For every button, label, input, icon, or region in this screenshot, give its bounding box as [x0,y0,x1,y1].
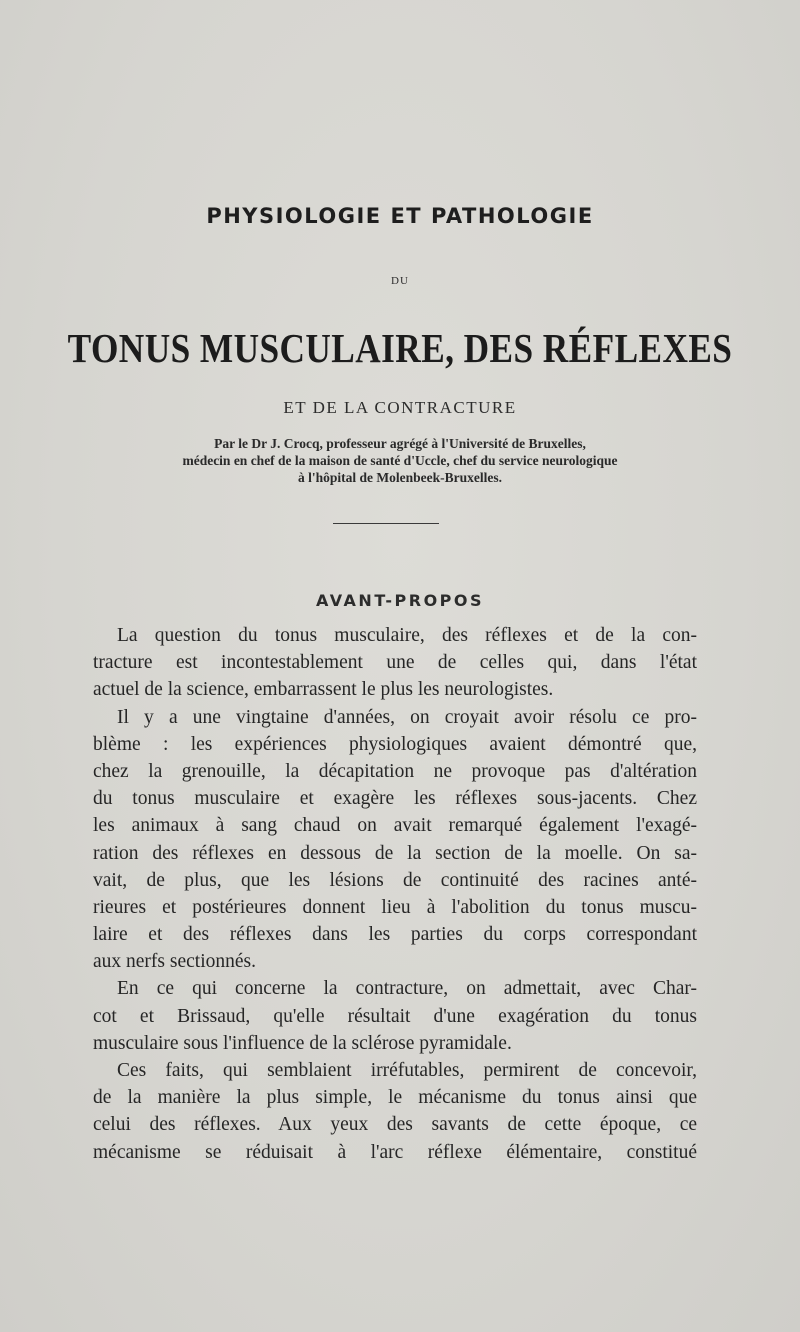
text-line: tracture est incontestablement une de celles qui, dans l'état [93,652,697,674]
text-line: de la manière la plus simple, le mécanisme du tonus ainsi que [93,1087,697,1109]
text-line: aux nerfs sectionnés. [93,951,256,973]
title-connector: DU [391,275,409,287]
text-line: ration des réflexes en dessous de la section de la moelle. On sa- [93,842,697,864]
text-line: mécanisme se réduisait à l'arc réflexe élémentaire, constitué [93,1141,697,1163]
text-line: chez la grenouille, la décapitation ne provoque pas d'altération [93,760,697,782]
text-line: vait, de plus, que les lésions de continuité des racines anté- [93,869,697,891]
supertitle: PHYSIOLOGIE ET PATHOLOGIE [206,204,594,228]
text-line: du tonus musculaire et exagère les réflexes sous-jacents. Chez [93,788,697,810]
text-line: La question du tonus musculaire, des réflexes et de la con- [117,625,697,646]
subtitle: ET DE LA CONTRACTURE [283,398,517,417]
body-text [93,622,697,1166]
text-line: musculaire sous l'influence de la sclérose pyramidale. [93,1032,512,1054]
separator-rule [333,523,439,524]
author-byline [0,435,800,486]
text-line: celui des réflexes. Aux yeux des savants de cette époque, ce [93,1114,697,1136]
byline-line: médecin en chef de la maison de santé d'Uccle, chef du service neurologique [182,453,618,468]
text-line: blème : les expériences physiologiques avaient démontré que, [93,733,697,755]
text-line: En ce qui concerne la contracture, on admettait, avec Char- [117,978,697,1000]
text-line: les animaux à sang chaud on avait remarqué également l'exagé- [93,815,697,837]
byline-line: Par le Dr J. Crocq, professeur agrégé à l'Université de Bruxelles, [214,436,586,451]
section-heading: AVANT-PROPOS [315,591,485,610]
text-line: Il y a une vingtaine d'années, on croyait avoir résolu ce pro- [117,706,697,728]
main-title: TONUS MUSCULAIRE, DES RÉFLEXES [67,325,733,371]
text-line: laire et des réflexes dans les parties du corps correspondant [93,924,697,946]
byline-line: à l'hôpital de Molenbeek-Bruxelles. [298,470,502,485]
text-line: cot et Brissaud, qu'elle résultait d'une exagération du tonus [93,1005,697,1027]
text-line: Ces faits, qui semblaient irréfutables, permirent de concevoir, [117,1060,697,1081]
text-line: rieures et postérieures donnent lieu à l'abolition du tonus muscu- [93,896,697,918]
text-line: actuel de la science, embarrassent le plus les neurologistes. [93,679,554,701]
